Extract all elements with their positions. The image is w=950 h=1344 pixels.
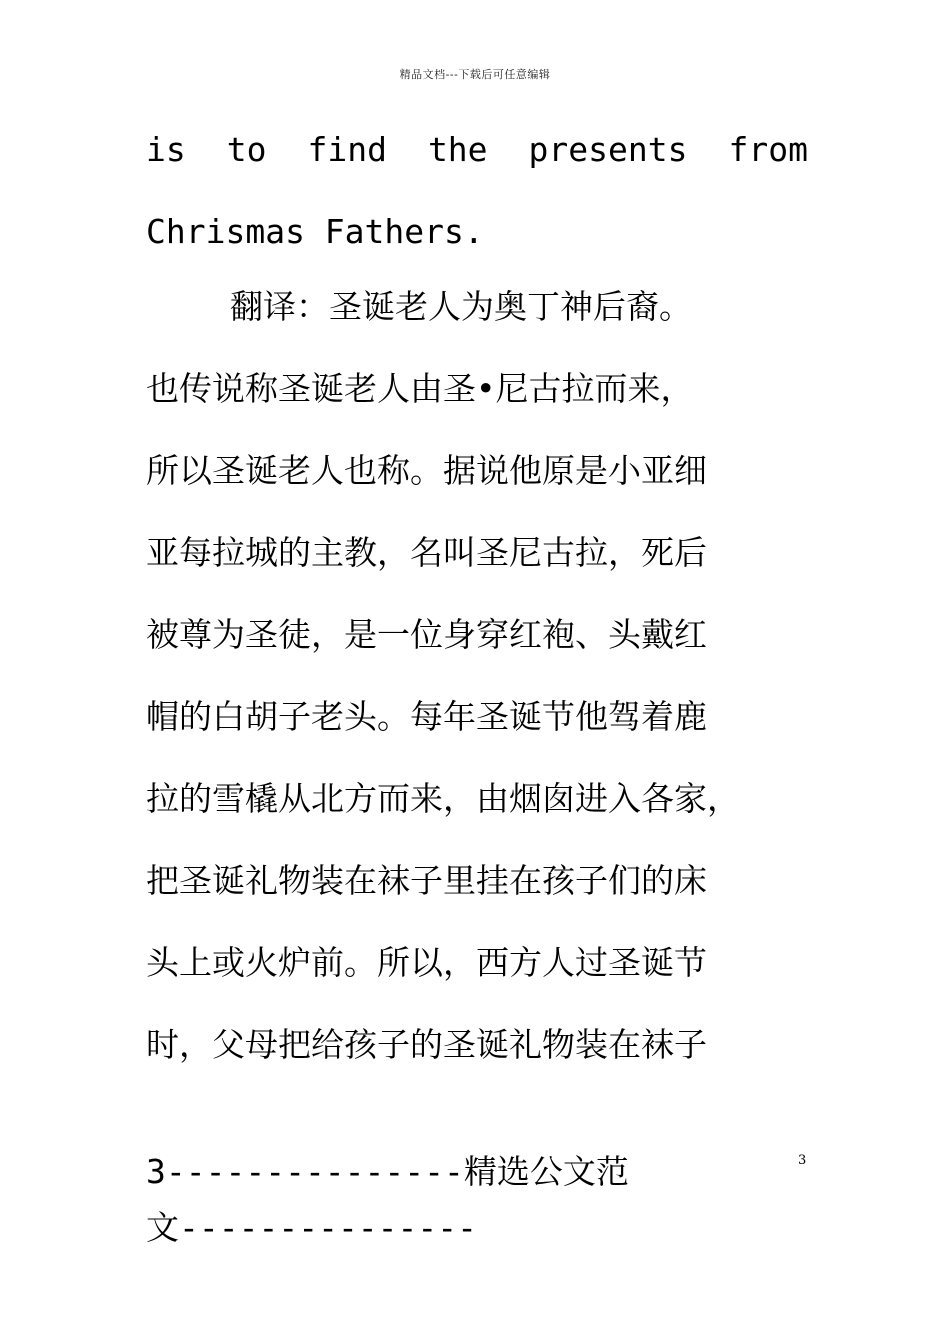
english-word: presents: [528, 130, 688, 169]
translation-paragraph-line: 也传说称圣诞老人由圣•尼古拉而来，: [146, 369, 694, 408]
english-word: find: [307, 130, 387, 169]
translation-paragraph-line: 翻译：圣诞老人为奥丁神后裔。: [230, 287, 692, 326]
english-word: from: [728, 130, 808, 169]
translation-paragraph-line: 所以圣诞老人也称。据说他原是小亚细: [146, 451, 707, 490]
translation-paragraph-line: 拉的雪橇从北方而来，由烟囱进入各家，: [146, 779, 740, 818]
page-number: 3: [798, 1153, 807, 1168]
english-word: the: [427, 130, 488, 169]
translation-paragraph-line: 时，父母把给孩子的圣诞礼物装在袜子: [146, 1025, 707, 1064]
translation-paragraph-line: 把圣诞礼物装在袜子里挂在孩子们的床: [146, 861, 707, 900]
english-word: is: [146, 130, 186, 169]
translation-paragraph-line: 头上或火炉前。所以，西方人过圣诞节: [146, 943, 707, 982]
page-header: 精品文档---下载后可任意编辑: [399, 68, 551, 81]
english-line-1: [146, 130, 808, 170]
translation-paragraph-line: 亚每拉城的主教，名叫圣尼古拉，死后: [146, 533, 707, 572]
footer-line-1: 3---------------精选公文范: [146, 1152, 629, 1191]
english-line-2: Chrismas Fathers.: [146, 212, 484, 251]
translation-paragraph-line: 被尊为圣徒，是一位身穿红袍、头戴红: [146, 615, 707, 654]
english-word: to: [226, 130, 267, 169]
footer-line-2: 文---------------: [146, 1208, 478, 1247]
translation-paragraph-line: 帽的白胡子老头。每年圣诞节他驾着鹿: [146, 697, 707, 736]
